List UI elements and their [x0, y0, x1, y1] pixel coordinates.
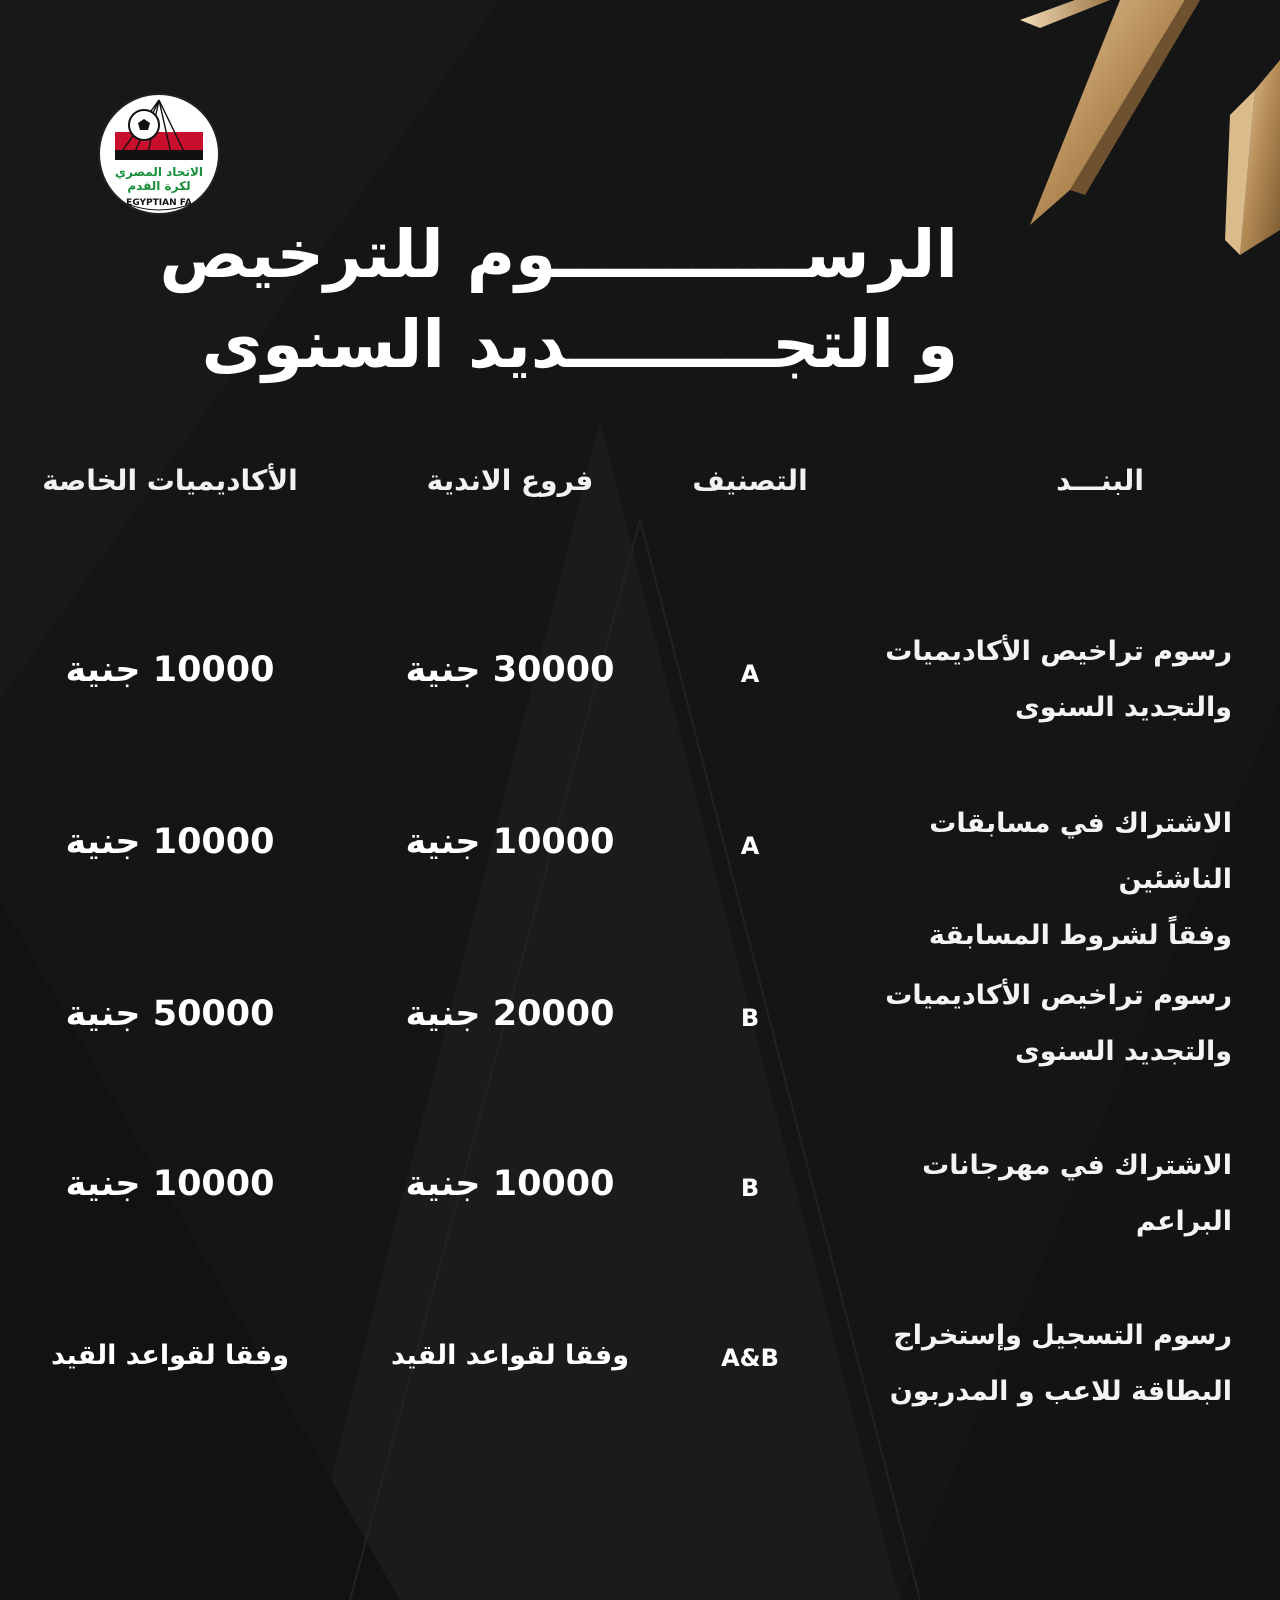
row-classification: B	[740, 1004, 760, 1032]
row-classification: A&B	[721, 1344, 779, 1372]
table-row	[0, 1138, 1280, 1258]
page-title	[159, 210, 958, 390]
row-classification: A	[740, 832, 760, 860]
row-club-branches-fee: 10000 جنية	[405, 822, 615, 862]
row-club-branches-fee: 10000 جنية	[405, 1164, 615, 1204]
row-item-text	[812, 1138, 1232, 1250]
title-line-1: الرســـــــــــوم للترخيص	[159, 216, 958, 293]
row-item-line-1: رسوم تراخيص الأكاديميات	[885, 636, 1232, 667]
svg-text:EGYPTIAN FA: EGYPTIAN FA	[126, 198, 192, 208]
row-item-line-1: رسوم تراخيص الأكاديميات	[885, 980, 1232, 1011]
row-item-text	[812, 968, 1232, 1080]
row-private-academies-fee: 50000 جنية	[65, 994, 275, 1034]
row-item-line-1: رسوم التسجيل وإستخراج	[893, 1320, 1232, 1351]
row-item-line-1: الاشتراك في مهرجانات	[922, 1150, 1232, 1181]
row-private-academies-fee: 10000 جنية	[65, 1164, 275, 1204]
row-private-academies-fee: 10000 جنية	[65, 822, 275, 862]
egyptian-fa-logo	[97, 92, 221, 216]
header-club-branches: فروع الاندية	[426, 464, 594, 497]
row-item-line-2: البراعم	[1135, 1206, 1232, 1237]
svg-text:الاتحاد المصري: الاتحاد المصري	[115, 165, 203, 179]
row-item-line-2: البطاقة للاعب و المدربون	[889, 1376, 1232, 1407]
row-item-text	[812, 796, 1232, 964]
row-item-line-2: وفقاً لشروط المسابقة	[928, 920, 1232, 951]
row-item-text	[812, 1308, 1232, 1420]
svg-text:لكرة القدم: لكرة القدم	[127, 179, 191, 193]
row-private-academies-fee: وفقا لقواعد القيد	[50, 1340, 290, 1371]
header-private-academies: الأكاديميات الخاصة	[42, 464, 298, 497]
header-classification: التصنيف	[692, 464, 808, 497]
row-club-branches-fee: وفقا لقواعد القيد	[390, 1340, 630, 1371]
table-row	[0, 1308, 1280, 1428]
row-private-academies-fee: 10000 جنية	[65, 650, 275, 690]
row-item-line-2: والتجديد السنوى	[1015, 692, 1232, 723]
table-row	[0, 796, 1280, 951]
header-item: البنـــد	[1056, 464, 1144, 497]
row-club-branches-fee: 30000 جنية	[405, 650, 615, 690]
title-line-2: و التجـــــــــديد السنوى	[201, 306, 958, 383]
table-row	[0, 968, 1280, 1088]
row-item-text	[812, 624, 1232, 736]
table-row	[0, 624, 1280, 744]
row-classification: A	[740, 660, 760, 688]
row-item-line-1: الاشتراك في مسابقات الناشئين	[929, 808, 1232, 895]
row-club-branches-fee: 20000 جنية	[405, 994, 615, 1034]
row-item-line-2: والتجديد السنوى	[1015, 1036, 1232, 1067]
row-classification: B	[740, 1174, 760, 1202]
